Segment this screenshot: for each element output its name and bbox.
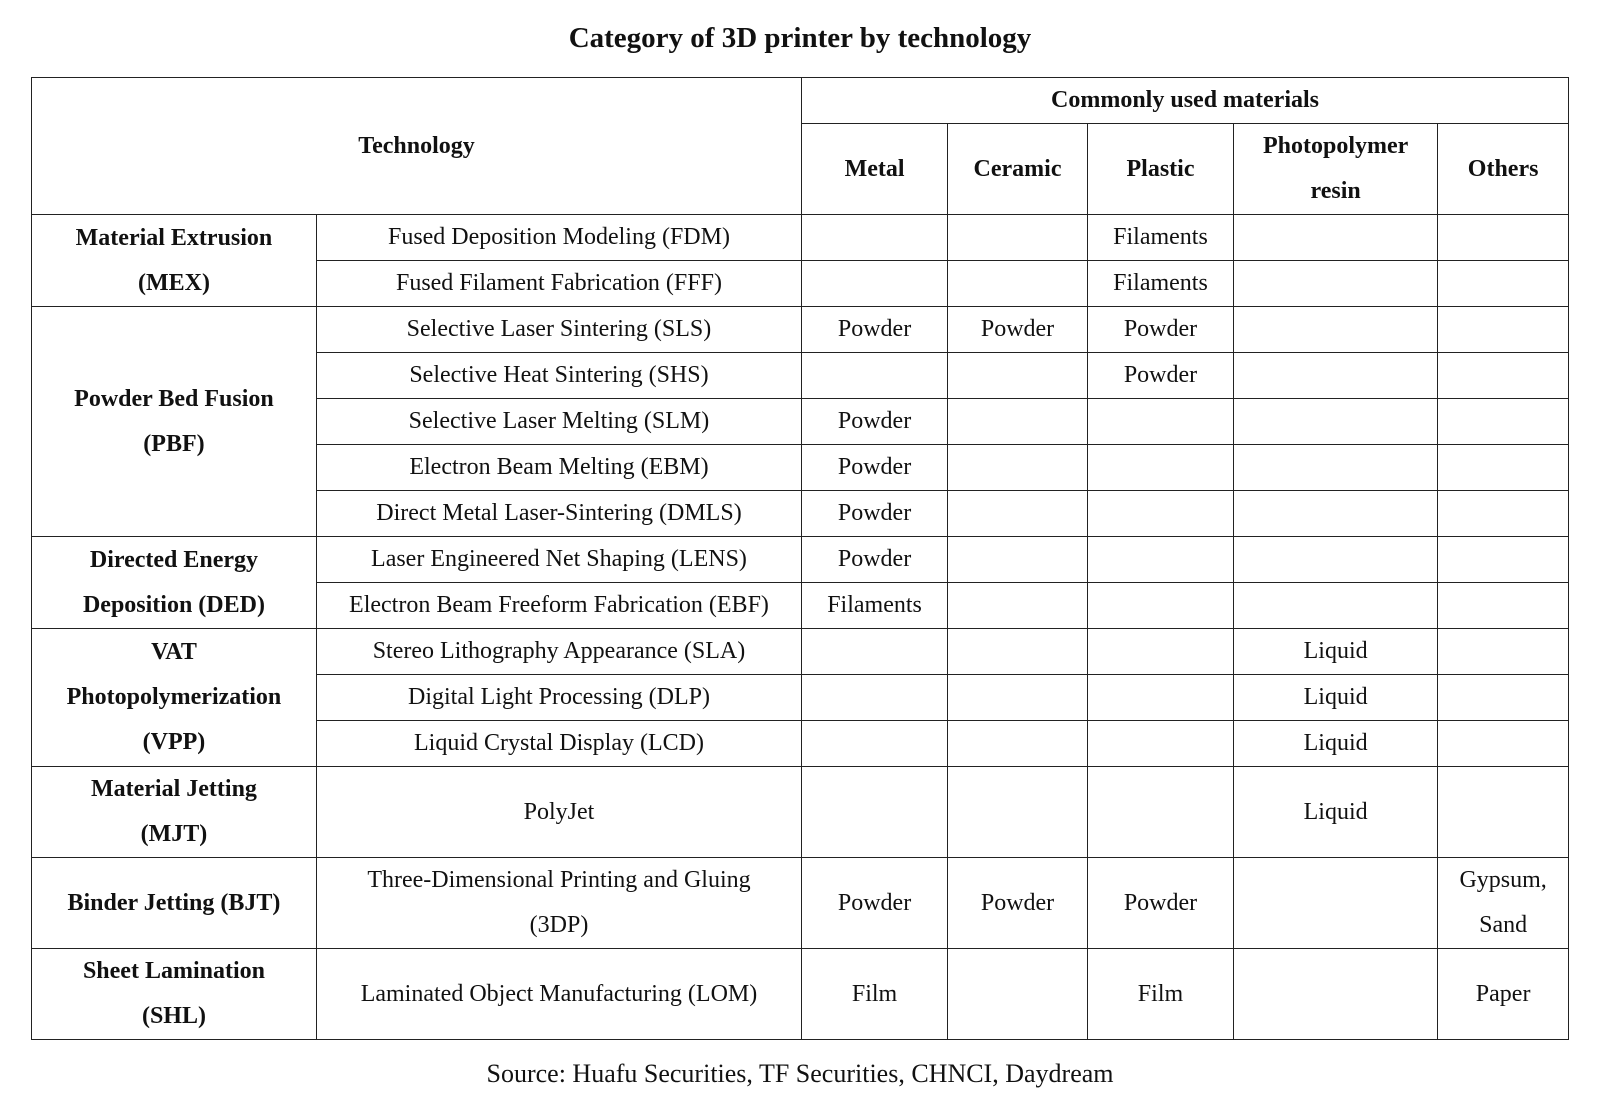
material-cell-metal: Powder: [802, 445, 948, 491]
cell-line: (MEX): [137, 269, 210, 296]
material-cell-ceramic: [948, 767, 1088, 858]
cell-line: (PBF): [143, 430, 205, 457]
material-cell-plastic: Powder: [1087, 353, 1233, 399]
cell-line: (MJT): [140, 821, 208, 847]
cell-line: (VPP): [142, 729, 206, 755]
technology-table: [31, 77, 1569, 1040]
cell-line: VAT: [151, 639, 197, 665]
material-cell-resin: [1234, 445, 1438, 491]
technology-cell: Selective Heat Sintering (SHS): [316, 353, 801, 399]
material-cell-plastic: [1087, 675, 1233, 721]
table-row: [32, 949, 1569, 1040]
technology-cell: Direct Metal Laser-Sintering (DMLS): [316, 491, 801, 537]
material-cell-plastic: [1087, 767, 1233, 858]
material-cell-metal: Powder: [802, 307, 948, 353]
material-cell-resin: [1234, 399, 1438, 445]
header-photopolymer-resin: [1234, 124, 1438, 215]
material-cell-others: [1438, 629, 1569, 675]
material-cell-ceramic: [948, 353, 1088, 399]
cell-line: Powder Bed Fusion: [74, 385, 274, 412]
material-cell-metal: Powder: [802, 858, 948, 949]
material-cell-metal: Powder: [802, 537, 948, 583]
material-cell-ceramic: Powder: [948, 858, 1088, 949]
category-shl: [32, 949, 317, 1040]
material-cell-resin: [1234, 261, 1438, 307]
material-cell-ceramic: [948, 491, 1088, 537]
material-cell-metal: [802, 767, 948, 858]
material-cell-ceramic: [948, 949, 1088, 1040]
material-cell-resin: [1234, 537, 1438, 583]
material-cell-others: [1438, 445, 1569, 491]
header-photopolymer-line2: resin: [1310, 178, 1361, 204]
technology-cell: Stereo Lithography Appearance (SLA): [316, 629, 801, 675]
material-cell-metal: [802, 675, 948, 721]
material-cell-others: [1438, 307, 1569, 353]
table-row: [32, 307, 1569, 353]
technology-cell: Fused Filament Fabrication (FFF): [316, 261, 801, 307]
material-cell-others: [1438, 537, 1569, 583]
category-pbf: [32, 307, 317, 537]
technology-cell: Electron Beam Freeform Fabrication (EBF): [316, 583, 801, 629]
material-cell-ceramic: [948, 445, 1088, 491]
material-cell-resin: [1234, 307, 1438, 353]
header-photopolymer-line1: Photopolymer: [1262, 133, 1409, 159]
material-cell-plastic: [1087, 537, 1233, 583]
material-cell-plastic: [1087, 721, 1233, 767]
material-cell-resin: Liquid: [1234, 629, 1438, 675]
category-ded: [32, 537, 317, 629]
category-bjt: [32, 858, 317, 949]
technology-cell: [316, 858, 801, 949]
table-row: [32, 858, 1569, 949]
technology-cell: PolyJet: [316, 767, 801, 858]
cell-line: Sheet Lamination: [82, 958, 265, 984]
technology-cell: Laminated Object Manufacturing (LOM): [316, 949, 801, 1040]
technology-cell: Selective Laser Melting (SLM): [316, 399, 801, 445]
material-cell-plastic: [1087, 491, 1233, 537]
material-cell-ceramic: [948, 721, 1088, 767]
material-cell-ceramic: [948, 675, 1088, 721]
material-cell-metal: [802, 629, 948, 675]
material-cell-others: [1438, 491, 1569, 537]
material-cell-metal: Film: [802, 949, 948, 1040]
material-cell-metal: [802, 261, 948, 307]
cell-line: Deposition (DED): [82, 591, 265, 618]
material-cell-plastic: [1087, 445, 1233, 491]
technology-cell: Fused Deposition Modeling (FDM): [316, 215, 801, 261]
material-cell-ceramic: [948, 215, 1088, 261]
header-metal: Metal: [802, 124, 948, 215]
technology-cell: Digital Light Processing (DLP): [316, 675, 801, 721]
material-cell-others: [1438, 675, 1569, 721]
cell-line: Gypsum,: [1459, 867, 1547, 893]
table-row: [32, 629, 1569, 675]
cell-line: Sand: [1479, 912, 1528, 938]
cell-line: (SHL): [141, 1003, 206, 1029]
header-technology: Technology: [32, 78, 802, 215]
technology-cell: Electron Beam Melting (EBM): [316, 445, 801, 491]
cell-line: Three-Dimensional Printing and Gluing: [367, 867, 751, 893]
material-cell-ceramic: [948, 629, 1088, 675]
category-vpp: [32, 629, 317, 767]
cell-line: Photopolymerization: [66, 684, 282, 710]
material-cell-plastic: Film: [1087, 949, 1233, 1040]
cell-line: Binder Jetting (BJT): [67, 889, 281, 916]
material-cell-metal: Filaments: [802, 583, 948, 629]
material-cell-metal: [802, 721, 948, 767]
material-cell-resin: [1234, 215, 1438, 261]
material-cell-resin: Liquid: [1234, 721, 1438, 767]
header-ceramic: Ceramic: [948, 124, 1088, 215]
material-cell-others: [1438, 353, 1569, 399]
material-cell-ceramic: [948, 399, 1088, 445]
material-cell-others: [1438, 767, 1569, 858]
header-commonly-used-materials: Commonly used materials: [802, 78, 1569, 124]
category-mjt: [32, 767, 317, 858]
material-cell-ceramic: Powder: [948, 307, 1088, 353]
material-cell-others: [1438, 261, 1569, 307]
material-cell-resin: [1234, 949, 1438, 1040]
technology-cell: Laser Engineered Net Shaping (LENS): [316, 537, 801, 583]
header-plastic: Plastic: [1087, 124, 1233, 215]
table-row: [32, 767, 1569, 858]
material-cell-metal: [802, 353, 948, 399]
material-cell-metal: [802, 215, 948, 261]
table-row: [32, 215, 1569, 261]
material-cell-plastic: Filaments: [1087, 215, 1233, 261]
header-others: Others: [1438, 124, 1569, 215]
material-cell-resin: [1234, 583, 1438, 629]
material-cell-resin: [1234, 353, 1438, 399]
cell-line: Material Extrusion: [75, 224, 273, 251]
material-cell-plastic: [1087, 629, 1233, 675]
material-cell-others: [1438, 721, 1569, 767]
cell-line: Material Jetting: [90, 776, 257, 802]
material-cell-others: [1438, 215, 1569, 261]
material-cell-resin: Liquid: [1234, 675, 1438, 721]
material-cell-metal: Powder: [802, 491, 948, 537]
material-cell-resin: [1234, 858, 1438, 949]
material-cell-others: [1438, 583, 1569, 629]
table-title: Category of 3D printer by technology: [568, 22, 1032, 54]
material-cell-ceramic: [948, 583, 1088, 629]
material-cell-plastic: Powder: [1087, 858, 1233, 949]
material-cell-metal: Powder: [802, 399, 948, 445]
material-cell-others: [1438, 858, 1569, 949]
material-cell-others: [1438, 399, 1569, 445]
technology-cell: Selective Laser Sintering (SLS): [316, 307, 801, 353]
material-cell-plastic: Filaments: [1087, 261, 1233, 307]
material-cell-plastic: [1087, 399, 1233, 445]
source-note: Source: Huafu Securities, TF Securities, CHNCI, Daydream: [486, 1059, 1114, 1088]
material-cell-ceramic: [948, 261, 1088, 307]
cell-line: Directed Energy: [89, 546, 259, 573]
material-cell-resin: Liquid: [1234, 767, 1438, 858]
material-cell-resin: [1234, 491, 1438, 537]
material-cell-plastic: Powder: [1087, 307, 1233, 353]
category-mex: [32, 215, 317, 307]
material-cell-others: Paper: [1438, 949, 1569, 1040]
material-cell-ceramic: [948, 537, 1088, 583]
table-row: [32, 537, 1569, 583]
material-cell-plastic: [1087, 583, 1233, 629]
technology-cell: Liquid Crystal Display (LCD): [316, 721, 801, 767]
cell-line: (3DP): [529, 912, 589, 938]
